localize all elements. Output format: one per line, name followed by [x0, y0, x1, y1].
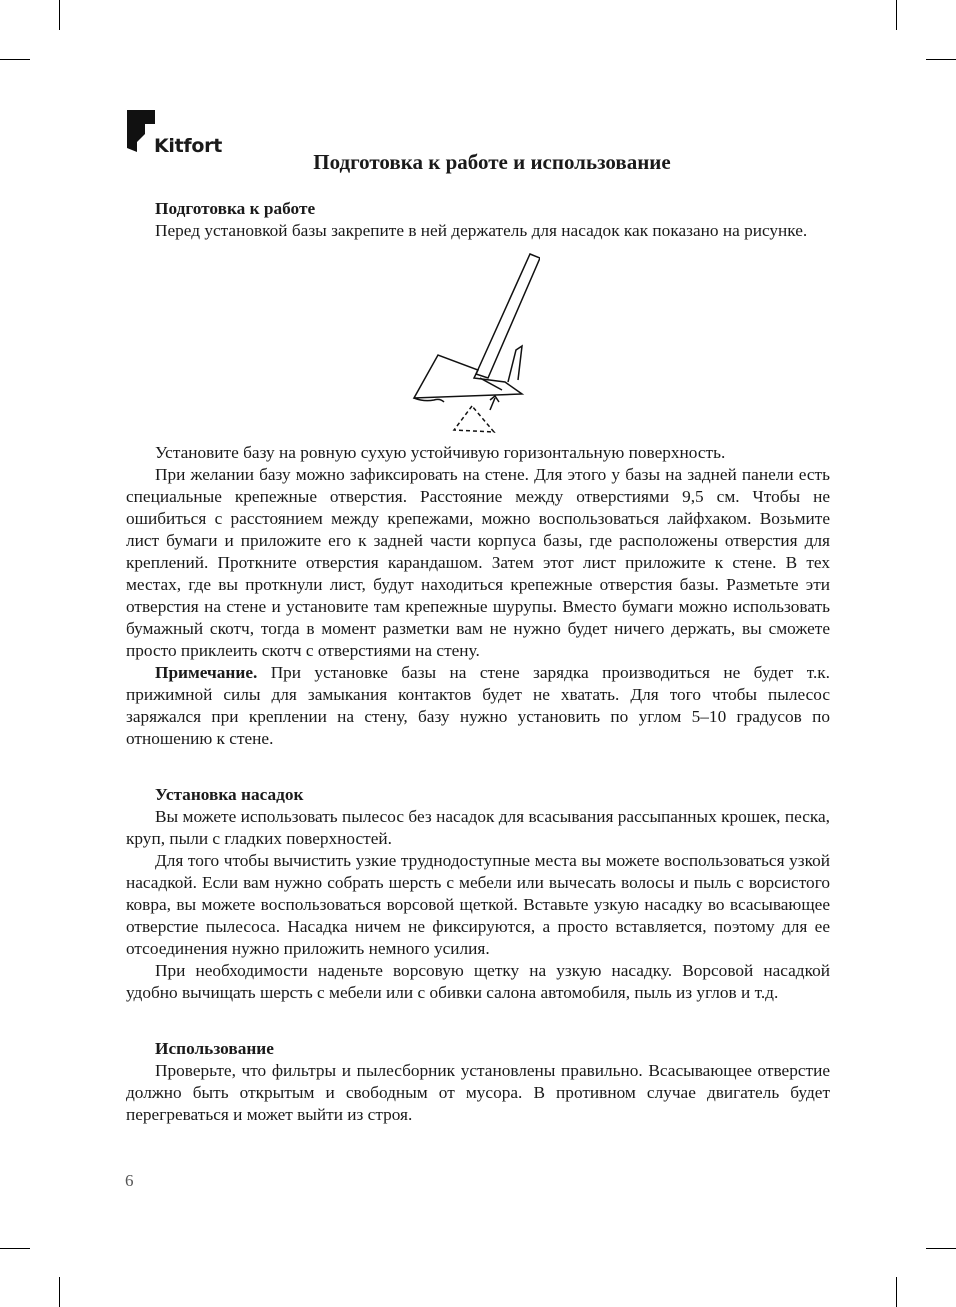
section-heading: Установка насадок — [155, 785, 304, 804]
nozzle-holder-diagram — [410, 250, 540, 440]
paragraph: Для того чтобы вычистить узкие труднодоступные места вы можете воспользоваться узкой насадкой. Если вам нужно собрать шерсть с мебели или вычесать волосы и пыль с ворсистого ковра, вы можете воспользоваться ворсовой щеткой. Вставьте узкую насадку во всасывающее отверстие пылесоса. Насадка ничем не фиксируются, а просто вставляется, поэтому для ее отсоединения нужно приложить немного усилия. — [126, 851, 830, 958]
crop-mark — [896, 0, 897, 30]
paragraph: Перед установкой базы закрепите в ней держатель для насадок как показано на рисунке. — [155, 221, 808, 240]
crop-mark — [59, 1277, 60, 1307]
paragraph: При желании базу можно зафиксировать на стене. Для этого у базы на задней панели есть специальные крепежные отверстия. Расстояние между отверстиями 9,5 см. Чтобы не ошибиться с расстоянием между крепежами, можно воспользоваться лайфхаком. Возьмите лист бумаги и приложите его к задней части корпуса базы, где расположены отверстия для креплений. Проткните отверстия карандашом. Затем этот лист приложите к стене. В тех местах, где вы проткнули лист, будут находиться крепежные отверстия базы. Разметьте эти отверстия на стене и установите там крепежные шурупы. Вместо бумаги можно использовать бумажный скотч, тогда в момент разметки вам не нужно будет ничего держать, вы сможете просто приклеить скотч с отверстиями на стену. — [126, 465, 830, 660]
section-heading: Подготовка к работе — [155, 199, 316, 218]
note-label: Примечание. — [155, 663, 258, 682]
crop-mark — [59, 0, 60, 30]
paragraph: Установите базу на ровную сухую устойчивую горизонтальную поверхность. — [155, 443, 726, 462]
paragraph: Вы можете использовать пылесос без насадок для всасывания рассыпанных крошек, песка, круп, пыли с гладких поверхностей. — [126, 807, 830, 848]
paragraph: При необходимости наденьте ворсовую щетку на узкую насадку. Ворсовой насадкой удобно вычищать шерсть с мебели или с обивки салона автомобиля, пыль из углов и т.д. — [126, 961, 830, 1002]
crop-mark — [0, 59, 30, 60]
brand-name: Kitfort — [154, 135, 222, 157]
crop-mark — [926, 59, 956, 60]
crop-mark — [0, 1248, 30, 1249]
note-paragraph — [126, 662, 830, 750]
crop-mark — [896, 1277, 897, 1307]
page-title: Подготовка к работе и использование — [313, 150, 671, 174]
section-preparation — [126, 198, 830, 242]
note-text: При установке базы на стене зарядка производиться не будет т.к. прижимной силы для замыкания контактов будет не хватать. Для того чтобы пылесос заряжался при креплении на стену, базу нужно установить по углом 5–10 градусов по отношению к стене. — [126, 663, 830, 748]
crop-mark — [926, 1248, 956, 1249]
section-preparation-continued — [126, 442, 830, 1126]
paragraph: Проверьте, что фильтры и пылесборник установлены правильно. Всасывающее отверстие должно быть открытым и свободным от мусора. В противном случае двигатель будет перегреваться и может выйти из строя. — [126, 1061, 830, 1124]
page-number: 6 — [125, 1171, 134, 1190]
section-heading: Использование — [155, 1039, 274, 1058]
